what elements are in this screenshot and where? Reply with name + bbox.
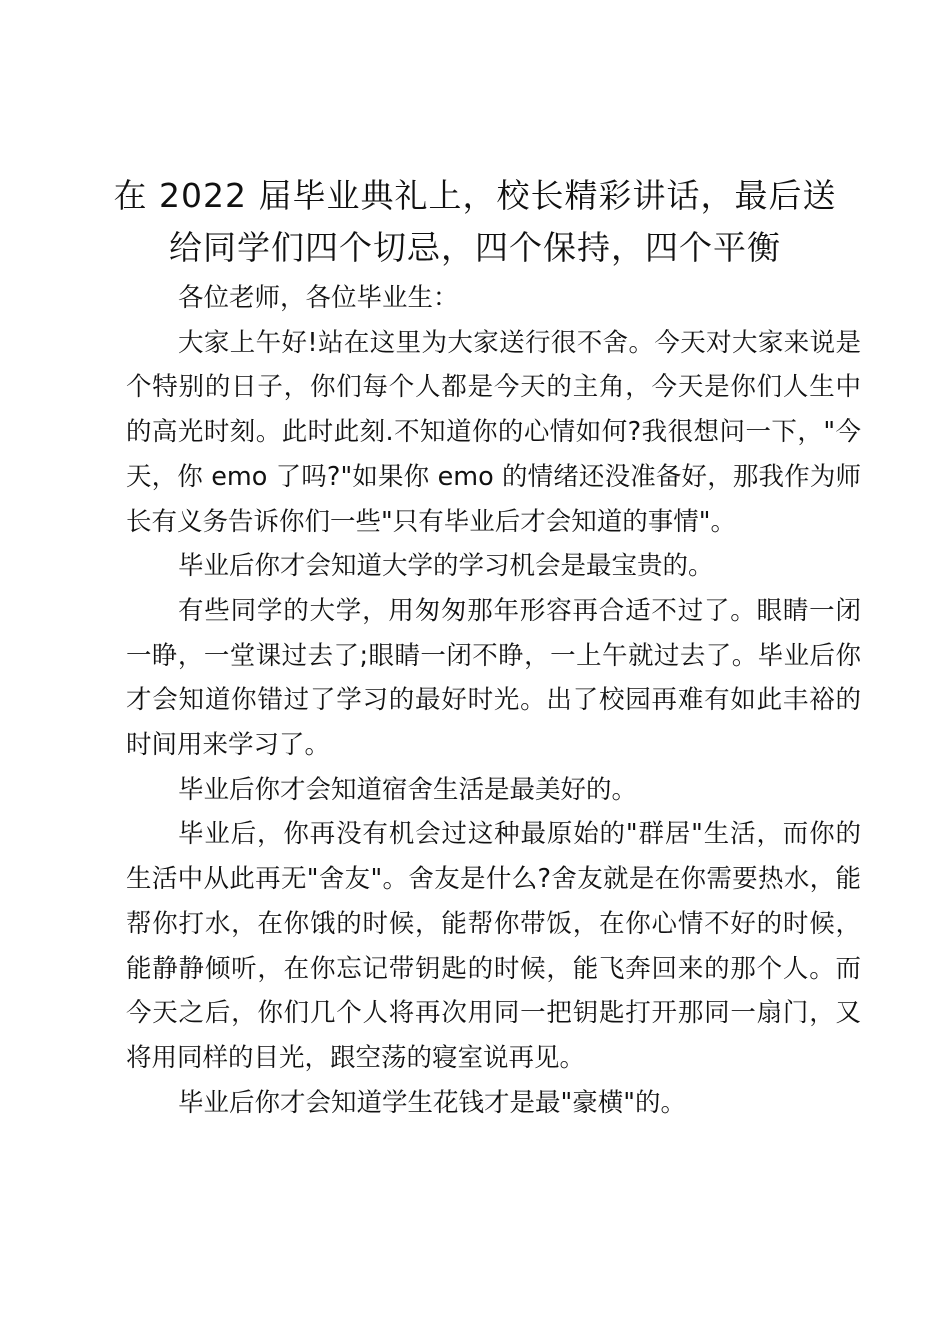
paragraph-study: 有些同学的大学，用匆匆那年形容再合适不过了。眼睛一闭一睁，一堂课过去了;眼睛一闭不睁，一上午就过去了。毕业后你才会知道你错过了学习的最好时光。出了校园再难有如此丰裕的时间用来学习了。 — [126, 595, 861, 761]
paragraph-heading-spending: 毕业后你才会知道学生花钱才是最"豪横"的。 — [178, 1087, 686, 1118]
paragraph-greeting: 各位老师，各位毕业生： — [178, 283, 459, 313]
document-title: 在 2022 届毕业典礼上，校长精彩讲话，最后送给同学们四个切忌，四个保持，四个平衡 — [113, 176, 837, 267]
paragraph-opening: 大家上午好!站在这里为大家送行很不舍。今天对大家来说是个特别的日子，你们每个人都是今天的主角，今天是你们人生中的高光时刻。此时此刻.不知道你的心情如何?我很想问一下，"今天，你 emo 了吗?"如果你 emo 的情绪还没准备好，那我作为师长有义务告诉你们一些"只有毕业后才会知道的事情"。 — [126, 327, 861, 537]
paragraph-heading-dorm: 毕业后你才会知道宿舍生活是最美好的。 — [178, 774, 638, 805]
paragraph-heading-study: 毕业后你才会知道大学的学习机会是最宝贵的。 — [178, 551, 714, 582]
document-body — [126, 276, 861, 1125]
paragraph-dorm: 毕业后，你再没有机会过这种最原始的"群居"生活，而你的生活中从此再无"舍友"。舍友是什么?舍友就是在你需要热水，能帮你打水，在你饿的时候，能帮你带饭，在你心情不好的时候，能静静倾听，在你忘记带钥匙的时候，能飞奔回来的那个人。而今天之后，你们几个人将再次用同一把钥匙打开那同一扇门，又将用同样的目光，跟空荡的寝室说再见。 — [126, 819, 861, 1073]
